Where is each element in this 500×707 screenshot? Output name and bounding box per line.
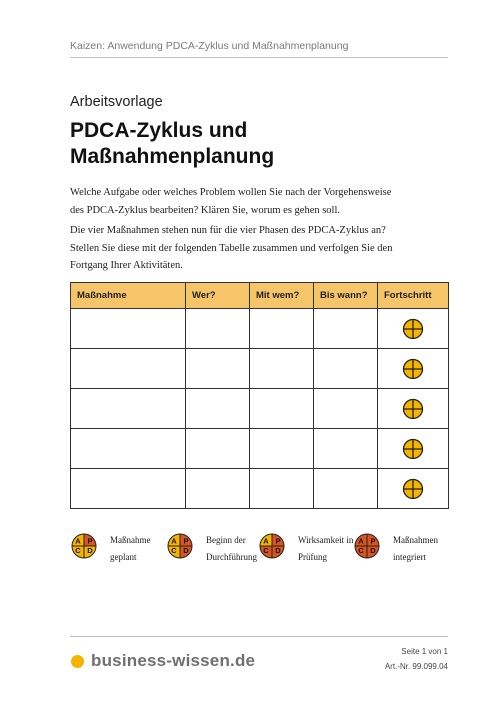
progress-circle-icon[interactable] <box>402 478 424 500</box>
quadrant-letter: C <box>263 546 269 555</box>
document-title <box>70 118 274 170</box>
header-massnahme: Maßnahme <box>71 283 186 309</box>
cell-mit-wem[interactable] <box>250 309 314 349</box>
header-mit-wem: Mit wem? <box>250 283 314 309</box>
legend-label: Durchführung <box>206 552 257 562</box>
brand-logo: business-wissen.de <box>91 651 256 670</box>
pdca-progress-icon <box>70 532 98 560</box>
cell-bis-wann[interactable] <box>314 309 378 349</box>
table-row <box>71 469 449 509</box>
quadrant-letter: A <box>263 536 269 546</box>
action-plan-table <box>70 282 449 509</box>
table-row <box>71 429 449 469</box>
cell-fortschritt[interactable] <box>378 389 449 429</box>
progress-circle-icon[interactable] <box>402 438 424 460</box>
cell-massnahme[interactable] <box>71 349 186 389</box>
cell-mit-wem[interactable] <box>250 349 314 389</box>
pdca-progress-icon <box>353 532 381 560</box>
quadrant-letter: A <box>358 536 364 546</box>
quadrant-letter: C <box>171 546 177 555</box>
cell-wer[interactable] <box>186 309 250 349</box>
cell-mit-wem[interactable] <box>250 429 314 469</box>
cell-mit-wem[interactable] <box>250 389 314 429</box>
cell-wer[interactable] <box>186 389 250 429</box>
cell-wer[interactable] <box>186 349 250 389</box>
cell-wer[interactable] <box>186 469 250 509</box>
quadrant-letter: P <box>370 536 376 546</box>
quadrant-letter: C <box>358 546 364 555</box>
quadrant-letter: P <box>183 536 189 546</box>
page-number: Seite 1 von 1 <box>401 647 448 656</box>
header-fortschritt: Fortschritt <box>378 283 449 309</box>
cell-mit-wem[interactable] <box>250 469 314 509</box>
intro-line: Fortgang Ihrer Aktivitäten. <box>70 260 183 271</box>
legend-label: Prüfung <box>298 552 327 562</box>
title-line-2: Maßnahmenplanung <box>70 145 275 168</box>
table-row <box>71 389 449 429</box>
cell-bis-wann[interactable] <box>314 469 378 509</box>
cell-fortschritt[interactable] <box>378 469 449 509</box>
legend-label: Beginn der <box>206 535 246 545</box>
cell-fortschritt[interactable] <box>378 429 449 469</box>
cell-massnahme[interactable] <box>71 389 186 429</box>
cell-massnahme[interactable] <box>71 469 186 509</box>
legend-label: Maßnahme <box>110 535 151 545</box>
legend-label: integriert <box>393 552 426 562</box>
quadrant-letter: D <box>370 546 376 555</box>
intro-paragraph-2 <box>70 222 392 275</box>
progress-circle-icon[interactable] <box>402 358 424 380</box>
progress-legend <box>70 532 448 562</box>
cell-massnahme[interactable] <box>71 309 186 349</box>
footer-divider <box>70 636 448 637</box>
quadrant-letter: D <box>183 546 189 555</box>
article-number: Art.-Nr. 99.099.04 <box>384 662 448 671</box>
quadrant-letter: C <box>75 546 81 555</box>
quadrant-letter: P <box>275 536 281 546</box>
quadrant-letter: P <box>87 536 93 546</box>
cell-bis-wann[interactable] <box>314 389 378 429</box>
cell-wer[interactable] <box>186 429 250 469</box>
legend-label: Wirksamkeit in <box>298 535 354 545</box>
cell-bis-wann[interactable] <box>314 429 378 469</box>
legend-label: geplant <box>110 552 137 562</box>
intro-line: Die vier Maßnahmen stehen nun für die vier Phasen des PDCA-Zyklus an? <box>70 225 386 236</box>
table-row <box>71 309 449 349</box>
legend-label: Maßnahmen <box>393 535 438 545</box>
title-line-1: PDCA-Zyklus und <box>70 119 248 142</box>
header-wer: Wer? <box>186 283 250 309</box>
progress-circle-icon[interactable] <box>402 398 424 420</box>
quadrant-letter: D <box>87 546 93 555</box>
cell-fortschritt[interactable] <box>378 349 449 389</box>
cell-massnahme[interactable] <box>71 429 186 469</box>
intro-line: des PDCA-Zyklus bearbeiten? Klären Sie, worum es gehen soll. <box>70 204 341 216</box>
quadrant-letter: A <box>171 536 177 546</box>
header-bis-wann: Bis wann? <box>314 283 378 309</box>
quadrant-letter: D <box>275 546 281 555</box>
document-header: Kaizen: Anwendung PDCA-Zyklus und Maßnahmenplanung <box>70 40 349 52</box>
intro-paragraph-1 <box>70 184 391 219</box>
progress-circle-icon[interactable] <box>402 318 424 340</box>
pdca-progress-icon <box>166 532 194 560</box>
intro-line: Welche Aufgabe oder welches Problem wollen Sie nach der Vorgehensweise <box>70 187 392 198</box>
quadrant-letter: A <box>75 536 81 546</box>
table-header-row <box>71 283 449 309</box>
cell-fortschritt[interactable] <box>378 309 449 349</box>
logo-dot-icon <box>71 655 84 668</box>
intro-line: Stellen Sie diese mit der folgenden Tabelle zusammen und verfolgen Sie den <box>70 242 393 254</box>
cell-bis-wann[interactable] <box>314 349 378 389</box>
header-divider <box>70 57 448 58</box>
pdca-progress-icon <box>258 532 286 560</box>
document-subtitle: Arbeitsvorlage <box>70 94 163 110</box>
table-row <box>71 349 449 389</box>
